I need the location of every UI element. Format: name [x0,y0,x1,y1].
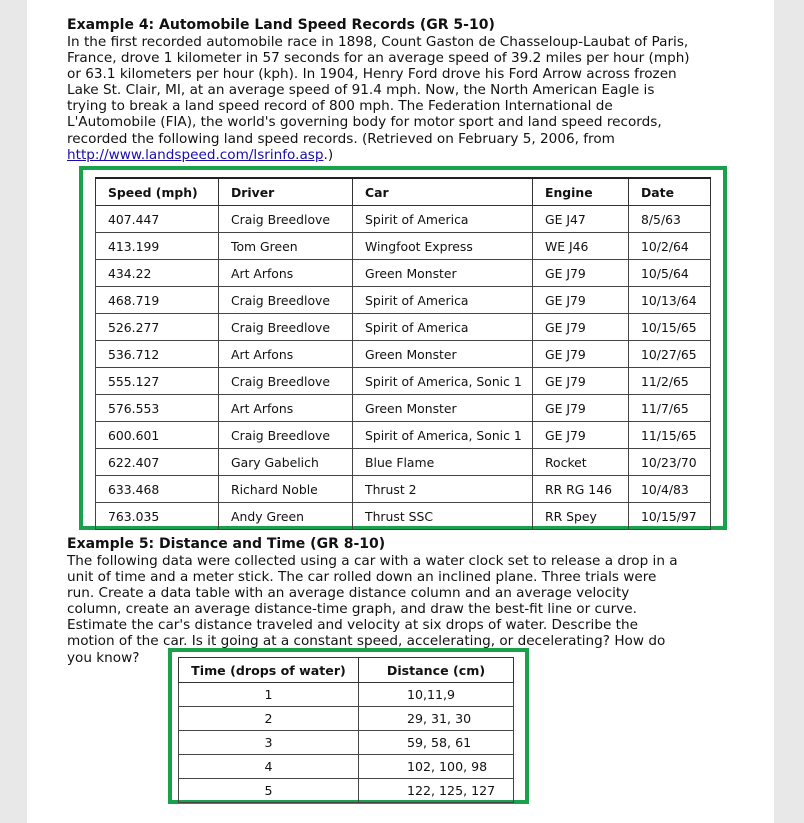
date-cell: 10/15/65 [629,314,711,341]
engine-cell: GE J47 [533,206,629,233]
table-row [96,476,711,503]
car-cell: Blue Flame [353,449,533,476]
table-header-row [96,178,711,206]
engine-cell: GE J79 [533,395,629,422]
time-cell: 5 [179,779,359,803]
driver-cell: Richard Noble [219,476,353,503]
table-row [96,314,711,341]
date-cell: 10/2/64 [629,233,711,260]
driver-cell: Art Arfons [219,341,353,368]
speed-cell: 434.22 [96,260,219,287]
speed-cell: 468.719 [96,287,219,314]
time-cell: 3 [179,731,359,755]
table-header-row [179,658,514,683]
date-cell: 11/15/65 [629,422,711,449]
date-cell: 8/5/63 [629,206,711,233]
engine-cell: WE J46 [533,233,629,260]
source-link[interactable]: http://www.landspeed.com/lsrinfo.asp [67,146,324,163]
table-row [96,206,711,233]
speed-cell: 633.468 [96,476,219,503]
engine-cell: GE J79 [533,314,629,341]
car-cell: Green Monster [353,341,533,368]
example-5-paragraph: The following data were collected using a car with a water clock set to release a drop in a unit of time and a meter stick. The car rolled down an inclined plane. Three trials were run. Create a data table with an average distance column and an average velocity column, create an average distance-time graph, and draw the best-fit line or curve. Estimate the car's distance traveled and velocity at six drops of water. Describe the motion of the car. Is it going at a constant speed, accelerating, or decelerating? How do you know? [67,553,678,666]
time-cell: 1 [179,683,359,707]
land-speed-table [95,177,711,530]
distance-time-table-body [179,683,514,803]
table-row [179,755,514,779]
example-4-text: In the first recorded automobile race in 1898, Count Gaston de Chasseloup-Laubat of Paris, France, drove 1 kilometer in 57 seconds for an average speed of 39.2 miles per hour (mph) or 63.1 kilometers per hour (kph). In 1904, Henry Ford drove his Ford Arrow across frozen Lake St. Clair, MI, at an average speed of 91.4 mph. Now, the North American Eagle is trying to break a land speed record of 800 mph. The Federation International de L'Automobile (FIA), the world's governing body for motor sport and land speed records, recorded the following land speed records. (Retrieved on February 5, 2006, from [67,34,690,147]
car-cell: Thrust 2 [353,476,533,503]
table-row [96,503,711,530]
distance-cell: 102, 100, 98 [359,755,514,779]
date-cell: 11/7/65 [629,395,711,422]
date-cell: 10/27/65 [629,341,711,368]
table-row [96,287,711,314]
table-row [179,683,514,707]
engine-cell: Rocket [533,449,629,476]
time-cell: 4 [179,755,359,779]
driver-cell: Gary Gabelich [219,449,353,476]
speed-cell: 536.712 [96,341,219,368]
driver-cell: Art Arfons [219,260,353,287]
speed-cell: 413.199 [96,233,219,260]
speed-cell: 407.447 [96,206,219,233]
car-cell: Thrust SSC [353,503,533,530]
driver-cell: Craig Breedlove [219,206,353,233]
header-speed: Speed (mph) [96,178,219,206]
car-cell: Spirit of America [353,287,533,314]
speed-cell: 555.127 [96,368,219,395]
distance-cell: 122, 125, 127 [359,779,514,803]
table-row [179,779,514,803]
date-cell: 10/15/97 [629,503,711,530]
driver-cell: Craig Breedlove [219,287,353,314]
car-cell: Spirit of America [353,206,533,233]
example-4-text-end: .) [323,146,334,163]
driver-cell: Craig Breedlove [219,314,353,341]
driver-cell: Craig Breedlove [219,368,353,395]
header-engine: Engine [533,178,629,206]
land-speed-table-body [96,206,711,530]
table-row [96,233,711,260]
engine-cell: GE J79 [533,368,629,395]
driver-cell: Craig Breedlove [219,422,353,449]
example-4-paragraph [67,34,692,163]
table-row [96,341,711,368]
date-cell: 10/5/64 [629,260,711,287]
engine-cell: GE J79 [533,260,629,287]
distance-cell: 59, 58, 61 [359,731,514,755]
speed-cell: 600.601 [96,422,219,449]
car-cell: Green Monster [353,395,533,422]
table-row [96,449,711,476]
header-distance: Distance (cm) [359,658,514,683]
driver-cell: Art Arfons [219,395,353,422]
example-4-title: Example 4: Automobile Land Speed Records (GR 5-10) [67,17,495,33]
example-5-title: Example 5: Distance and Time (GR 8-10) [67,536,386,552]
speed-cell: 526.277 [96,314,219,341]
engine-cell: GE J79 [533,341,629,368]
speed-cell: 576.553 [96,395,219,422]
car-cell: Spirit of America, Sonic 1 [353,368,533,395]
table-row [96,422,711,449]
engine-cell: RR Spey [533,503,629,530]
header-driver: Driver [219,178,353,206]
speed-cell: 622.407 [96,449,219,476]
car-cell: Spirit of America, Sonic 1 [353,422,533,449]
table-row [96,368,711,395]
table-row [96,395,711,422]
car-cell: Wingfoot Express [353,233,533,260]
engine-cell: GE J79 [533,287,629,314]
distance-cell: 29, 31, 30 [359,707,514,731]
header-date: Date [629,178,711,206]
table-row [179,731,514,755]
header-car: Car [353,178,533,206]
engine-cell: GE J79 [533,422,629,449]
date-cell: 10/13/64 [629,287,711,314]
driver-cell: Andy Green [219,503,353,530]
car-cell: Green Monster [353,260,533,287]
car-cell: Spirit of America [353,314,533,341]
date-cell: 11/2/65 [629,368,711,395]
speed-cell: 763.035 [96,503,219,530]
time-cell: 2 [179,707,359,731]
table-row [96,260,711,287]
table-row [179,707,514,731]
distance-cell: 10,11,9 [359,683,514,707]
engine-cell: RR RG 146 [533,476,629,503]
date-cell: 10/4/83 [629,476,711,503]
driver-cell: Tom Green [219,233,353,260]
date-cell: 10/23/70 [629,449,711,476]
header-time: Time (drops of water) [179,658,359,683]
distance-time-table [178,657,514,803]
